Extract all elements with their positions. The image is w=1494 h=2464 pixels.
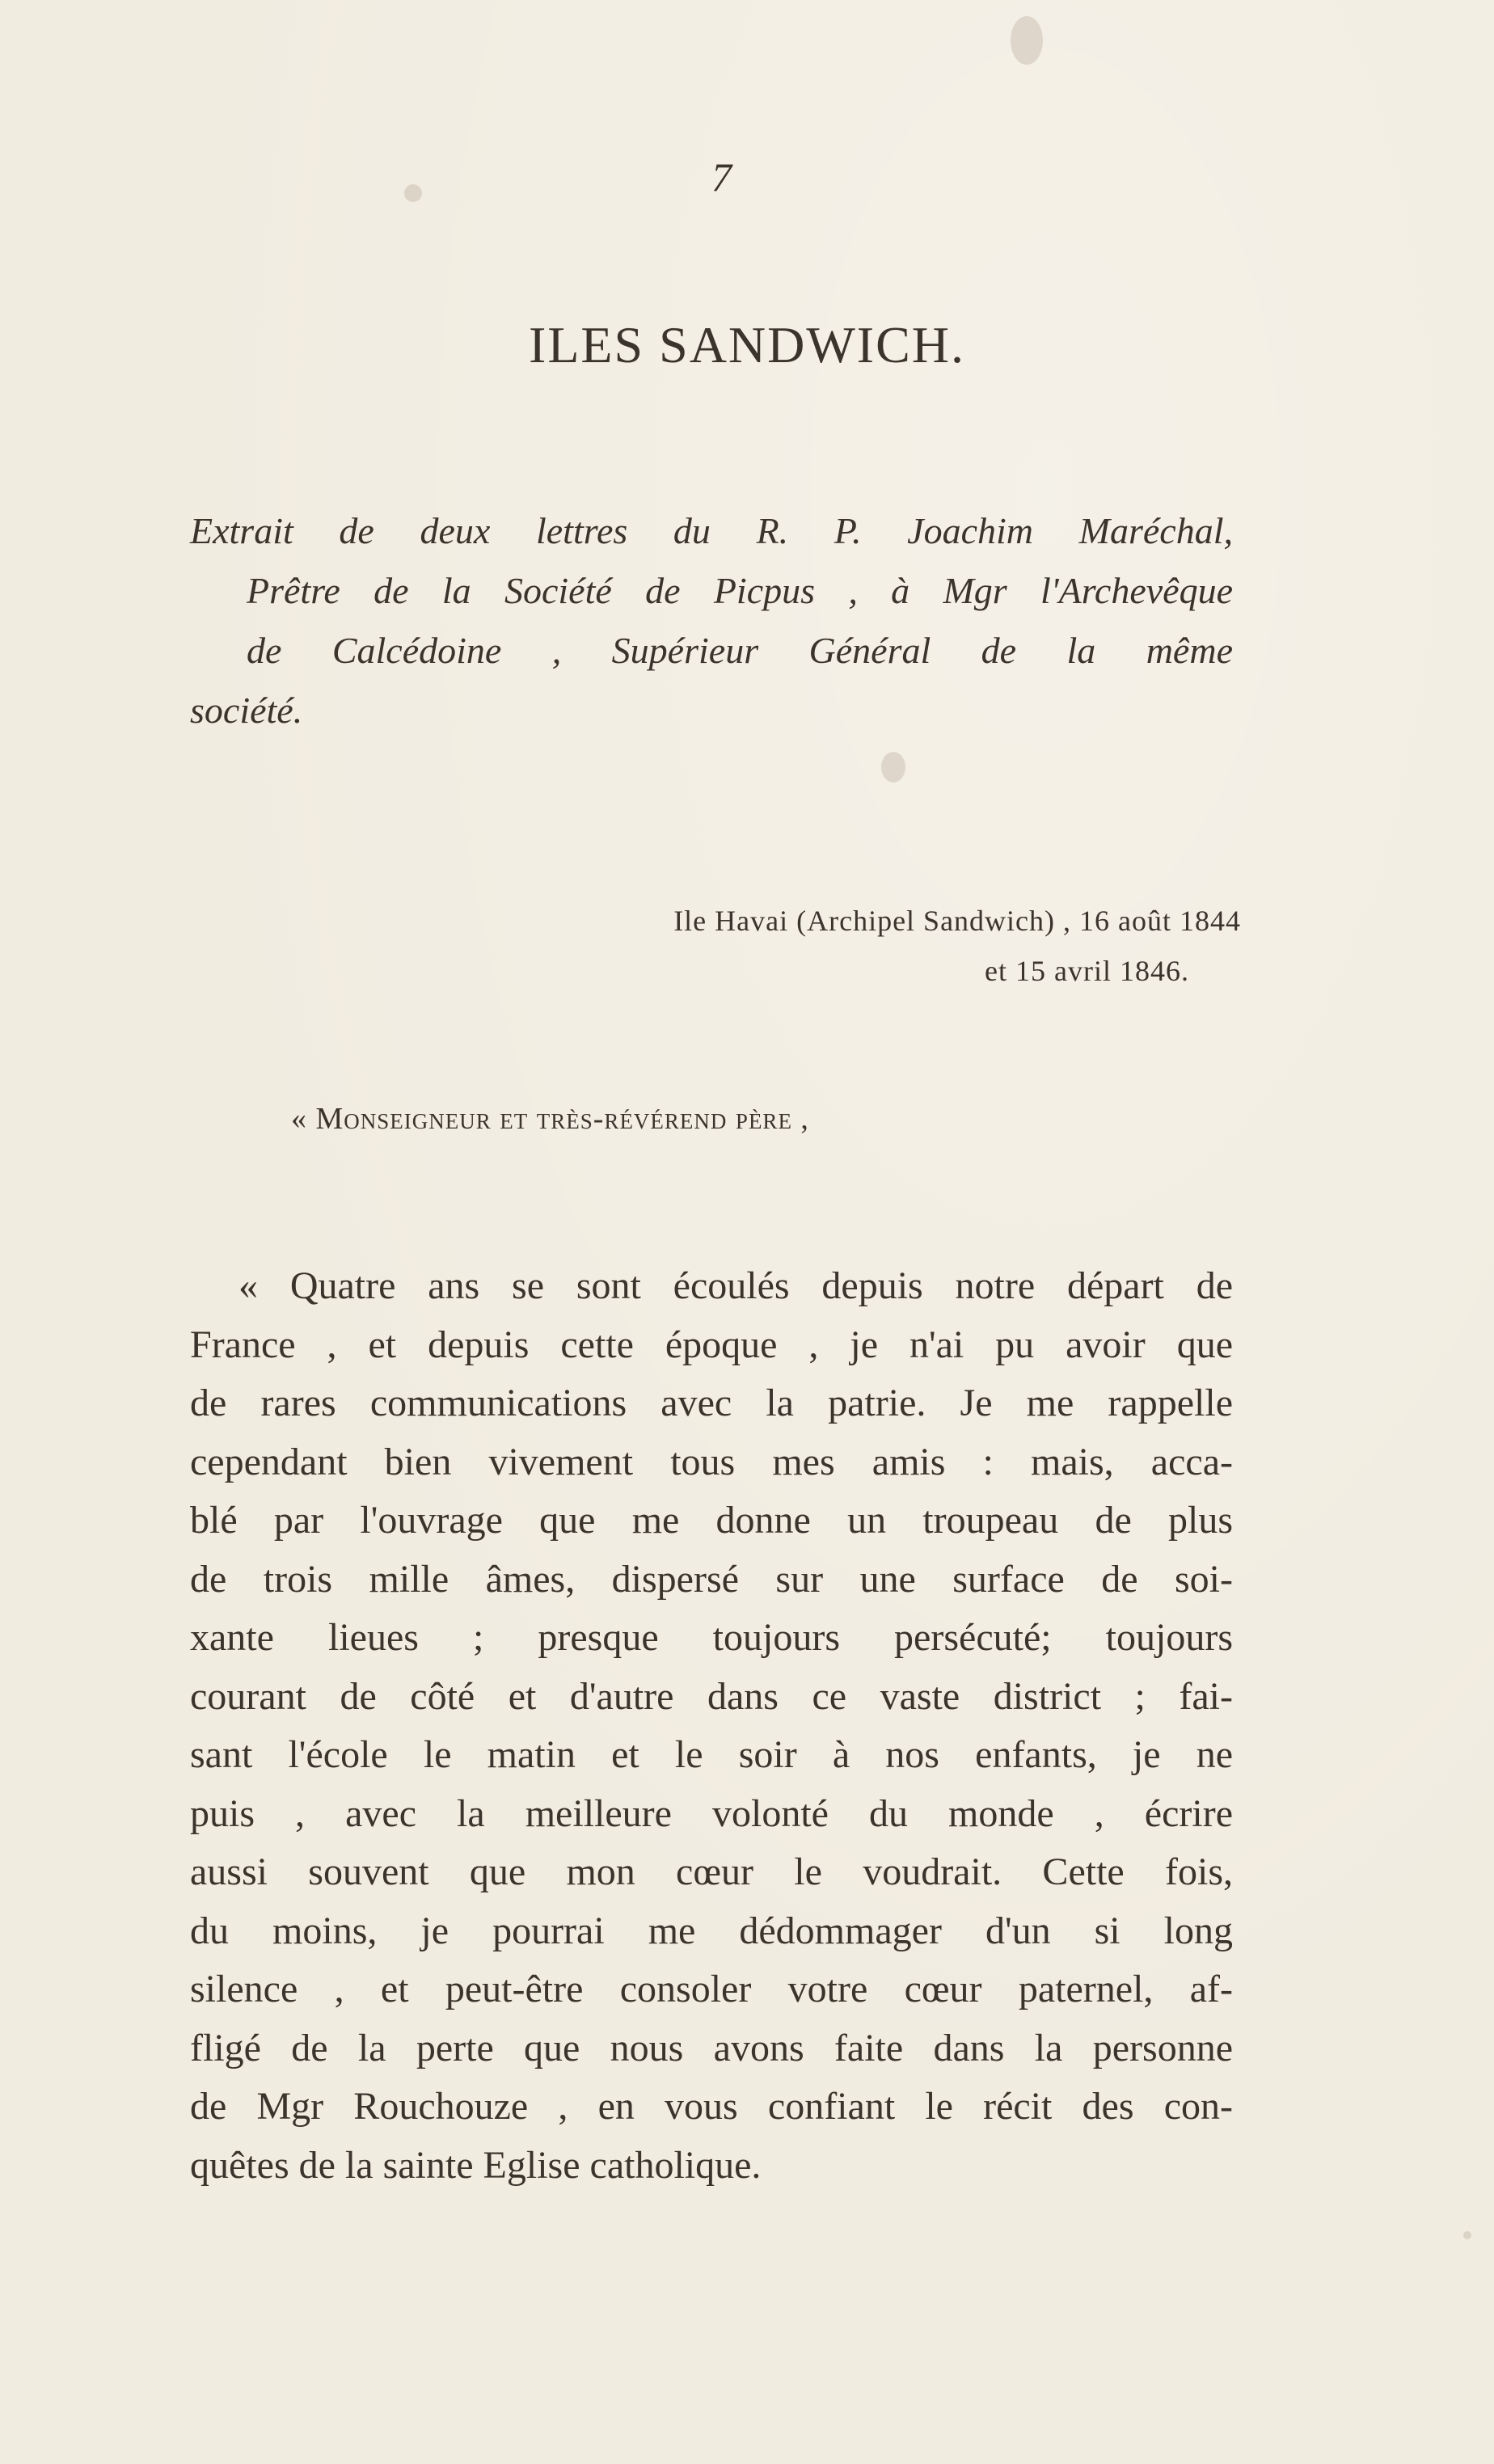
body-line: quêtes de la sainte Eglise catholique. xyxy=(190,2143,762,2187)
place-date xyxy=(0,896,1241,996)
body-line: du moins, je pourrai me dédommager d'un si long xyxy=(190,1909,1233,1952)
body-line: aussi souvent que mon cœur le voudrait. Cette fois, xyxy=(190,1850,1233,1893)
body-line: puis , avec la meilleure volonté du monde , écrire xyxy=(190,1791,1233,1835)
body-line: de trois mille âmes, dispersé sur une surface de soi- xyxy=(190,1557,1233,1601)
body-line: courant de côté et d'autre dans ce vaste district ; fai- xyxy=(190,1674,1233,1718)
extract-line: Prêtre de la Société de Picpus , à Mgr l'Archevêque xyxy=(247,570,1233,611)
body-line: fligé de la perte que nous avons faite dans la personne xyxy=(190,2026,1233,2070)
salutation: « Monseigneur et très-révérend père , xyxy=(291,1102,809,1136)
body-line: sant l'école le matin et le soir à nos enfants, je ne xyxy=(190,1733,1233,1776)
body-line: blé par l'ouvrage que me donne un troupeau de plus xyxy=(190,1499,1233,1542)
place-date-line: Ile Havai (Archipel Sandwich) , 16 août 1844 xyxy=(673,905,1241,937)
body-line: de rares communications avec la patrie. Je me rappelle xyxy=(190,1382,1233,1424)
body-line: silence , et peut-être consoler votre cœur paternel, af- xyxy=(190,1968,1233,2010)
page-number: 7 xyxy=(711,154,732,200)
extract-line: de Calcédoine , Supérieur Général de la même xyxy=(247,630,1233,671)
extract-heading xyxy=(190,501,1233,740)
body-line: France , et depuis cette époque , je n'ai pu avoir que xyxy=(190,1323,1233,1366)
section-title: ILES SANDWICH. xyxy=(529,316,965,373)
body-line: de Mgr Rouchouze , en vous confiant le récit des con- xyxy=(190,2085,1233,2128)
extract-line: Extrait de deux lettres du R. P. Joachim Maréchal, xyxy=(190,510,1233,551)
extract-line: société. xyxy=(190,690,303,731)
body-line: « Quatre ans se sont écoulés depuis notre départ de xyxy=(238,1264,1233,1307)
place-date-line: et 15 avril 1846. xyxy=(985,955,1189,987)
letter-body xyxy=(190,1257,1233,2195)
body-line: cependant bien vivement tous mes amis : mais, acca- xyxy=(190,1440,1233,1483)
body-line: xante lieues ; presque toujours persécuté; toujours xyxy=(190,1616,1233,1659)
